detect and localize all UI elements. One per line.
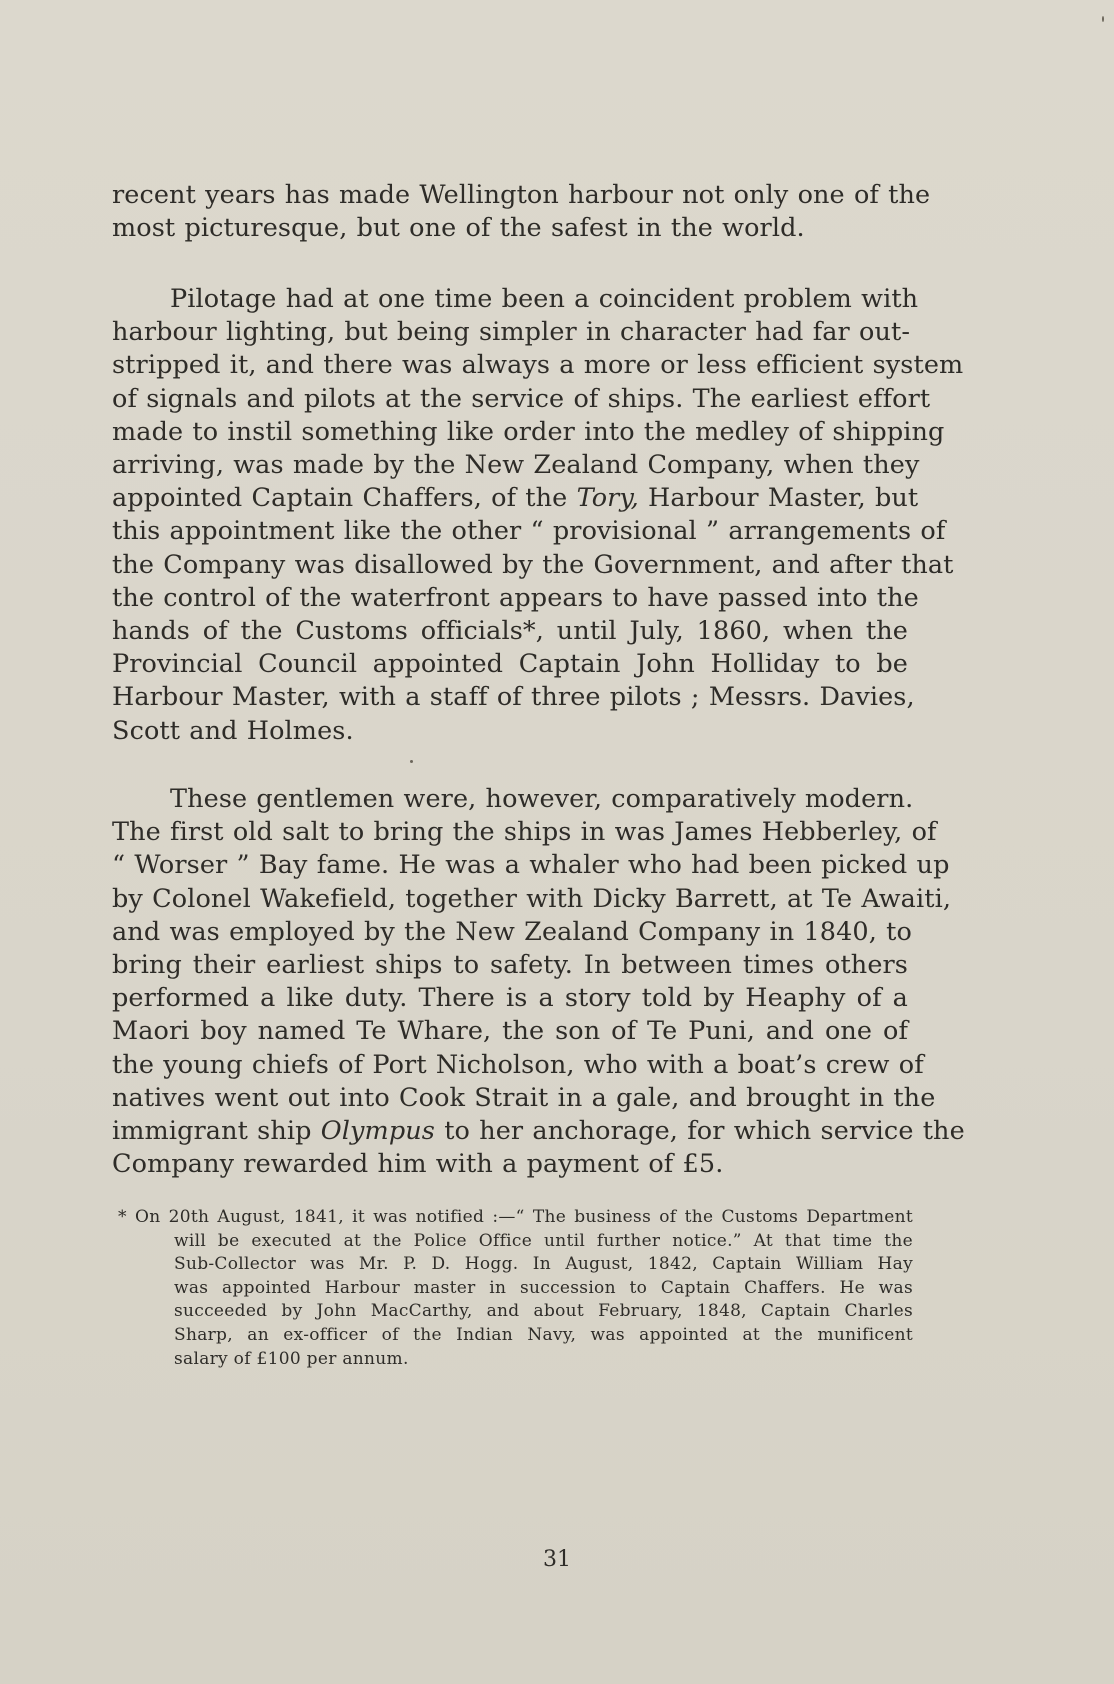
text-line-with-ship-name <box>112 482 919 515</box>
text-fragment: Harbour Master, but <box>648 483 919 514</box>
text-line: natives went out into Cook Strait in a gale, and brought in the <box>112 1082 936 1113</box>
footnote-line: succeeded by John MacCarthy, and about February, 1848, Captain Charles <box>174 1301 913 1322</box>
text-line: Harbour Master, with a staff of three pilots ; Messrs. Davies, <box>112 682 915 713</box>
text-line: Scott and Holmes. <box>112 715 354 746</box>
text-line: arriving, was made by the New Zealand Company, when they <box>112 450 920 481</box>
text-line: the young chiefs of Port Nicholson, who with a boat’s crew of <box>112 1049 924 1080</box>
paper-speck <box>410 760 413 763</box>
text-line: stripped it, and there was always a more or less efficient system <box>112 350 964 381</box>
text-line: Provincial Council appointed Captain John Holliday to be <box>112 649 908 680</box>
text-line: recent years has made Wellington harbour not only one of the <box>112 180 931 210</box>
text-line: Pilotage had at one time been a coincident problem with <box>170 284 919 314</box>
text-line: These gentlemen were, however, comparatively modern. <box>170 784 914 814</box>
text-fragment: to her anchorage, for which service the <box>444 1116 965 1147</box>
paper-speck <box>1102 16 1104 22</box>
text-line: performed a like duty. There is a story told by Heaphy of a <box>112 983 908 1014</box>
text-line: by Colonel Wakefield, together with Dicky Barrett, at Te Awaiti, <box>112 883 952 914</box>
footnote-line: Sharp, an ex-officer of the Indian Navy, was appointed at the munificent <box>174 1324 913 1345</box>
ship-name-olympus: Olympus <box>320 1116 435 1147</box>
text-line: Maori boy named Te Whare, the son of Te Puni, and one of <box>112 1016 908 1047</box>
footnote-line: * On 20th August, 1841, it was notified :—“ The business of the Customs Department <box>118 1207 913 1227</box>
text-line: the control of the waterfront appears to have passed into the <box>112 582 919 613</box>
text-fragment: appointed Captain Chaffers, of the <box>112 483 568 514</box>
text-line: bring their earliest ships to safety. In between times others <box>112 950 908 981</box>
page-number: 31 <box>543 1547 571 1572</box>
footnote-line: Sub-Collector was Mr. P. D. Hogg. In August, 1842, Captain William Hay <box>174 1254 913 1275</box>
text-fragment: immigrant ship <box>112 1116 312 1147</box>
paragraph-pilotage <box>112 283 964 748</box>
text-line: most picturesque, but one of the safest in the world. <box>112 213 805 244</box>
paragraph-early-pilots <box>112 783 965 1181</box>
ship-name-tory: Tory, <box>576 483 639 514</box>
paragraph-continuation <box>112 179 931 245</box>
text-line: “ Worser ” Bay fame. He was a whaler who had been picked up <box>112 850 950 881</box>
text-line: of signals and pilots at the service of ships. The earliest effort <box>112 383 931 414</box>
footnote-line: will be executed at the Police Office until further notice.” At that time the <box>174 1230 913 1251</box>
footnote <box>118 1206 913 1371</box>
text-line: Company rewarded him with a payment of £5. <box>112 1149 724 1180</box>
text-line: The first old salt to bring the ships in was James Hebberley, of <box>112 817 937 848</box>
text-line: the Company was disallowed by the Government, and after that <box>112 549 954 580</box>
footnote-line: was appointed Harbour master in succession to Captain Chaffers. He was <box>174 1277 913 1298</box>
text-line: and was employed by the New Zealand Company in 1840, to <box>112 916 912 947</box>
text-line-with-ship-name <box>112 1115 965 1148</box>
footnote-line: salary of £100 per annum. <box>174 1348 409 1369</box>
text-line: made to instil something like order into the medley of shipping <box>112 416 945 447</box>
text-line: hands of the Customs officials*, until July, 1860, when the <box>112 616 908 647</box>
text-line: this appointment like the other “ provisional ” arrangements of <box>112 516 946 547</box>
text-line: harbour lighting, but being simpler in character had far out- <box>112 317 911 348</box>
